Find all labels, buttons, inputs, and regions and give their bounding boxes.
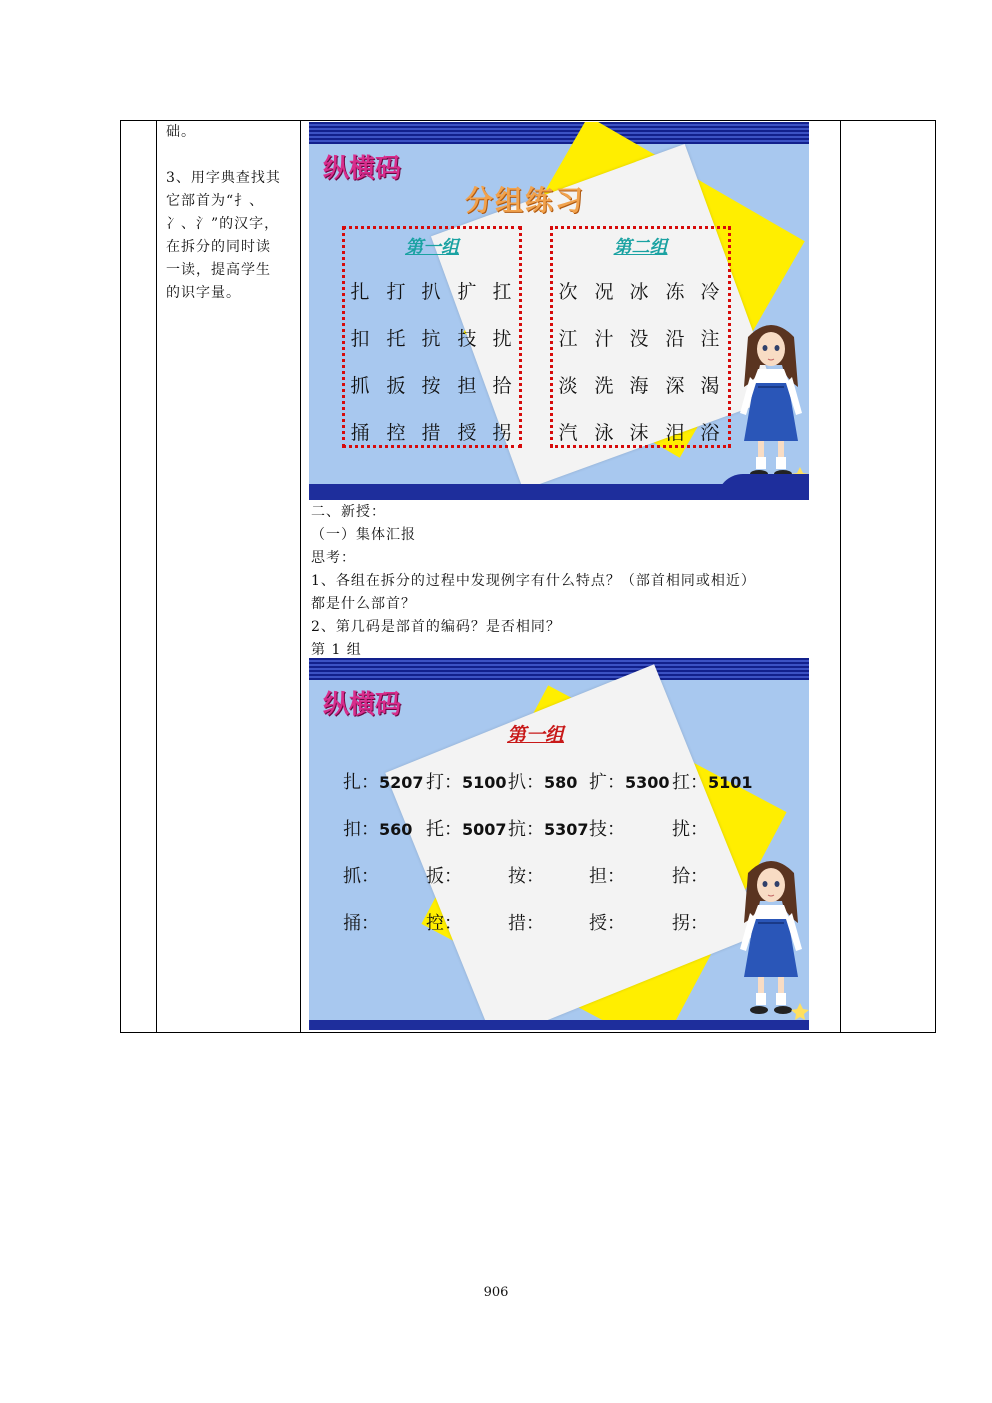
char: 扒 bbox=[508, 772, 526, 793]
page-number: 906 bbox=[483, 1285, 509, 1300]
char: 扎 bbox=[343, 772, 361, 793]
code-value: 580 bbox=[544, 773, 578, 792]
char-cell: 托 bbox=[386, 328, 406, 350]
text-line: 冫、氵”的汉字， bbox=[166, 216, 280, 232]
slide-footer-bar bbox=[309, 1020, 809, 1030]
text-line: 础。 bbox=[166, 124, 196, 140]
slide-header-band bbox=[309, 122, 809, 144]
char-code-cell: 拐： bbox=[672, 913, 708, 934]
group1-title: 第一组 bbox=[405, 237, 459, 258]
char-cell: 扩 bbox=[457, 281, 477, 303]
char-code-cell: 捅： bbox=[343, 913, 379, 934]
char-cell: 扰 bbox=[492, 328, 512, 350]
text-line: 它部首为“扌、 bbox=[166, 193, 265, 209]
text-line: 二、新授： bbox=[311, 504, 386, 520]
text-line: 3、用字典查找其 bbox=[166, 170, 281, 186]
char: 拾 bbox=[672, 866, 690, 887]
char-cell: 担 bbox=[457, 375, 477, 397]
char-code-cell: 拾： bbox=[672, 866, 708, 887]
teaching-purpose-cell bbox=[166, 121, 294, 305]
char: 技 bbox=[589, 819, 607, 840]
text-line: （一）集体汇报 bbox=[311, 527, 416, 543]
char: 授 bbox=[589, 913, 607, 934]
char-code-cell: 托：5007 bbox=[426, 819, 507, 840]
char-cell: 授 bbox=[457, 422, 477, 444]
char-code-cell: 按： bbox=[508, 866, 544, 887]
table-column-divider bbox=[840, 120, 841, 1033]
group2-title: 第二组 bbox=[613, 237, 668, 258]
text-line: 一读，提高学生 bbox=[166, 262, 271, 278]
text-line: 都是什么部首？ bbox=[311, 596, 416, 612]
char-cell: 汽 bbox=[558, 422, 578, 444]
char-code-cell: 扒：580 bbox=[508, 772, 578, 793]
char-cell: 海 bbox=[629, 375, 649, 397]
char: 抓 bbox=[343, 866, 361, 887]
char: 扩 bbox=[589, 772, 607, 793]
char: 托 bbox=[426, 819, 444, 840]
table-column-divider bbox=[300, 120, 301, 1033]
char-code-cell: 抓： bbox=[343, 866, 379, 887]
char-cell: 技 bbox=[457, 328, 477, 350]
char-cell: 沿 bbox=[665, 328, 685, 350]
char-code-cell: 打：5100 bbox=[426, 772, 507, 793]
char-cell: 冷 bbox=[700, 281, 720, 303]
char-cell: 淡 bbox=[558, 375, 578, 397]
char-code-cell: 技： bbox=[589, 819, 625, 840]
brand-logo: 纵横码 bbox=[323, 690, 402, 720]
slide-title: 分组练习 bbox=[465, 184, 586, 217]
char-cell: 扒 bbox=[421, 281, 441, 303]
code-value: 5101 bbox=[708, 773, 753, 792]
char-code-cell: 授： bbox=[589, 913, 625, 934]
table-column-divider bbox=[156, 120, 157, 1033]
decor-white-square bbox=[385, 664, 763, 1030]
char: 担 bbox=[589, 866, 607, 887]
char-cell: 捅 bbox=[350, 422, 370, 444]
char: 扛 bbox=[672, 772, 690, 793]
text-line: 在拆分的同时读 bbox=[166, 239, 271, 255]
schoolgirl-illustration bbox=[734, 317, 809, 487]
char-code-cell: 扩：5300 bbox=[589, 772, 670, 793]
code-value: 5307 bbox=[544, 820, 589, 839]
text-line: 1、各组在拆分的过程中发现例字有什么特点？（部首相同或相近） bbox=[311, 573, 756, 589]
char: 扰 bbox=[672, 819, 690, 840]
char-cell: 按 bbox=[421, 375, 441, 397]
slide-group1-codes bbox=[309, 658, 809, 1030]
char-code-cell: 扰： bbox=[672, 819, 708, 840]
slide-group-practice bbox=[309, 122, 809, 500]
char-cell: 洗 bbox=[594, 375, 614, 397]
char-code-cell: 扎：5207 bbox=[343, 772, 424, 793]
code-value: 5207 bbox=[379, 773, 424, 792]
char-cell: 控 bbox=[386, 422, 406, 444]
char-code-cell: 扳： bbox=[426, 866, 462, 887]
char-cell: 拐 bbox=[492, 422, 512, 444]
char-code-cell: 抗：5307 bbox=[508, 819, 589, 840]
char-cell: 泳 bbox=[594, 422, 614, 444]
char-cell: 泪 bbox=[665, 422, 685, 444]
schoolgirl-illustration bbox=[734, 853, 809, 1023]
char-cell: 扳 bbox=[386, 375, 406, 397]
code-value: 560 bbox=[379, 820, 413, 839]
char-cell: 扣 bbox=[350, 328, 370, 350]
char-cell: 注 bbox=[700, 328, 720, 350]
text-line: 第 1 组 bbox=[311, 642, 362, 658]
char-cell: 拾 bbox=[492, 375, 512, 397]
char-cell: 汁 bbox=[594, 328, 614, 350]
char: 拐 bbox=[672, 913, 690, 934]
char-cell: 冻 bbox=[665, 281, 685, 303]
char-cell: 况 bbox=[594, 281, 614, 303]
char-cell: 江 bbox=[558, 328, 578, 350]
char-cell: 没 bbox=[629, 328, 649, 350]
slide-header-band bbox=[309, 658, 809, 680]
char-cell: 沫 bbox=[629, 422, 649, 444]
char-cell: 深 bbox=[665, 375, 685, 397]
char: 按 bbox=[508, 866, 526, 887]
brand-logo: 纵横码 bbox=[323, 154, 402, 184]
char-cell: 措 bbox=[421, 422, 441, 444]
char-cell: 渴 bbox=[700, 375, 720, 397]
char-code-cell: 措： bbox=[508, 913, 544, 934]
char-cell: 次 bbox=[558, 281, 578, 303]
char: 打 bbox=[426, 772, 444, 793]
text-line: 2、第几码是部首的编码？是否相同？ bbox=[311, 619, 561, 635]
char-code-cell: 扛：5101 bbox=[672, 772, 753, 793]
char-cell: 浴 bbox=[700, 422, 720, 444]
char-cell: 抗 bbox=[421, 328, 441, 350]
char-cell: 抓 bbox=[350, 375, 370, 397]
char-cell: 打 bbox=[386, 281, 406, 303]
char: 捅 bbox=[343, 913, 361, 934]
text-line: 思考： bbox=[311, 550, 356, 566]
char-cell: 扛 bbox=[492, 281, 512, 303]
text-line: 的识字量。 bbox=[166, 285, 241, 301]
char: 扳 bbox=[426, 866, 444, 887]
slide-footer-tab bbox=[717, 474, 809, 500]
char-code-cell: 担： bbox=[589, 866, 625, 887]
char: 控 bbox=[426, 913, 444, 934]
char: 措 bbox=[508, 913, 526, 934]
code-value: 5300 bbox=[625, 773, 670, 792]
char: 抗 bbox=[508, 819, 526, 840]
char: 扣 bbox=[343, 819, 361, 840]
code-value: 5100 bbox=[462, 773, 507, 792]
code-value: 5007 bbox=[462, 820, 507, 839]
char-cell: 冰 bbox=[629, 281, 649, 303]
char-cell: 扎 bbox=[350, 281, 370, 303]
char-code-cell: 扣：560 bbox=[343, 819, 413, 840]
slide-title: 第一组 bbox=[507, 724, 565, 746]
char-code-cell: 控： bbox=[426, 913, 462, 934]
